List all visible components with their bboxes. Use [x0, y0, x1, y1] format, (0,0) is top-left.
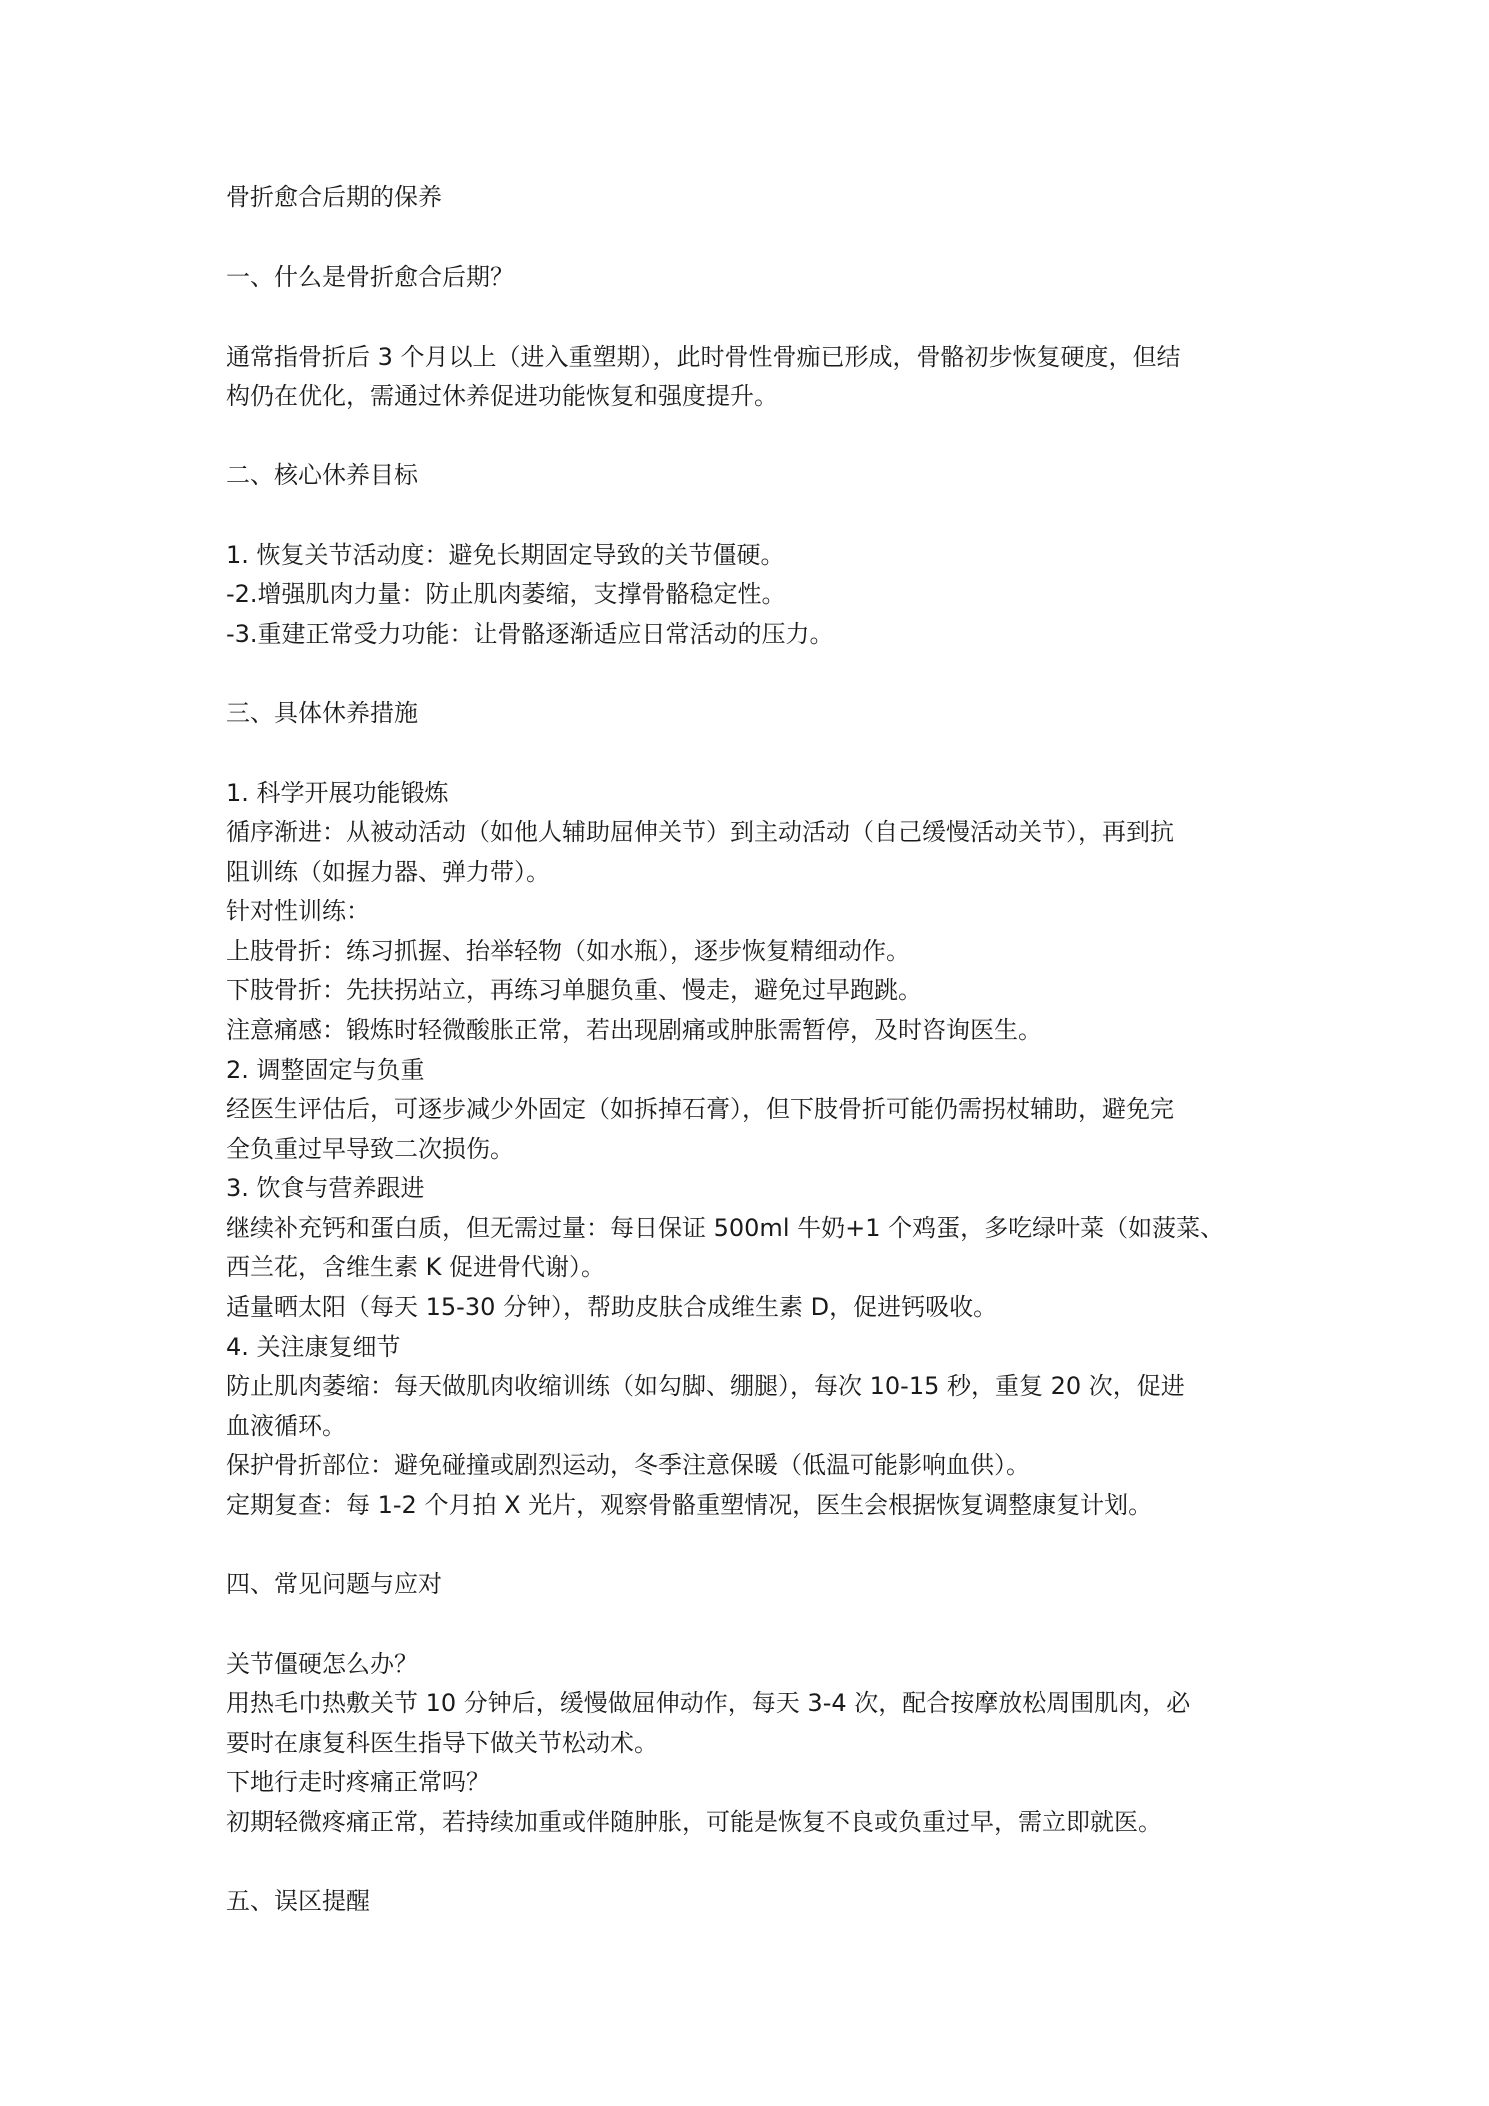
paragraph-line: 西兰花，含维生素 K 促进骨代谢）。: [226, 1253, 605, 1281]
subheading: 3. 饮食与营养跟进: [226, 1174, 425, 1202]
document-title: 骨折愈合后期的保养: [226, 183, 442, 211]
section-heading-1: 一、什么是骨折愈合后期？: [226, 263, 514, 291]
paragraph-line: 血液循环。: [226, 1412, 346, 1440]
section-heading-3: 三、具体休养措施: [226, 699, 418, 727]
paragraph-line: 继续补充钙和蛋白质，但无需过量：每日保证 500ml 牛奶+1 个鸡蛋，多吃绿叶菜（如菠菜、: [226, 1214, 1225, 1242]
paragraph-line: 保护骨折部位：避免碰撞或剧烈运动，冬季注意保暖（低温可能影响血供）。: [226, 1451, 1030, 1479]
list-item: 1. 恢复关节活动度：避免长期固定导致的关节僵硬。: [226, 541, 785, 569]
paragraph-line: 要时在康复科医生指导下做关节松动术。: [226, 1729, 658, 1757]
paragraph-line: 注意痛感：锻炼时轻微酸胀正常，若出现剧痛或肿胀需暂停，及时咨询医生。: [226, 1016, 1042, 1044]
question-line: 下地行走时疼痛正常吗？: [226, 1768, 490, 1796]
section-heading-2: 二、核心休养目标: [226, 461, 418, 489]
section-heading-4: 四、常见问题与应对: [226, 1570, 442, 1598]
paragraph-line: 阻训练（如握力器、弹力带）。: [226, 858, 550, 886]
paragraph-line: 循序渐进：从被动活动（如他人辅助屈伸关节）到主动活动（自己缓慢活动关节），再到抗: [226, 818, 1174, 846]
section-heading-5: 五、误区提醒: [226, 1887, 370, 1915]
subheading: 1. 科学开展功能锻炼: [226, 779, 449, 807]
question-line: 关节僵硬怎么办？: [226, 1650, 418, 1678]
paragraph-line: 适量晒太阳（每天 15-30 分钟），帮助皮肤合成维生素 D，促进钙吸收。: [226, 1293, 998, 1321]
paragraph-line: 通常指骨折后 3 个月以上（进入重塑期），此时骨性骨痂已形成，骨骼初步恢复硬度，但结: [226, 343, 1181, 371]
paragraph-line: 全负重过早导致二次损伤。: [226, 1135, 514, 1163]
list-item: -2.增强肌肉力量：防止肌肉萎缩，支撑骨骼稳定性。: [226, 580, 786, 608]
document-body: [226, 0, 1286, 1915]
list-item: -3.重建正常受力功能：让骨骼逐渐适应日常活动的压力。: [226, 620, 834, 648]
paragraph-line: 上肢骨折：练习抓握、抬举轻物（如水瓶），逐步恢复精细动作。: [226, 937, 910, 965]
paragraph-line: 下肢骨折：先扶拐站立，再练习单腿负重、慢走，避免过早跑跳。: [226, 976, 922, 1004]
paragraph-line: 针对性训练：: [226, 897, 370, 925]
paragraph-line: 定期复查：每 1-2 个月拍 X 光片，观察骨骼重塑情况，医生会根据恢复调整康复计划。: [226, 1491, 1153, 1519]
paragraph-line: 防止肌肉萎缩：每天做肌肉收缩训练（如勾脚、绷腿），每次 10-15 秒，重复 20 次，促进: [226, 1372, 1185, 1400]
paragraph-line: 用热毛巾热敷关节 10 分钟后，缓慢做屈伸动作，每天 3-4 次，配合按摩放松周围肌肉，必: [226, 1689, 1191, 1717]
paragraph-line: 初期轻微疼痛正常，若持续加重或伴随肿胀，可能是恢复不良或负重过早，需立即就医。: [226, 1808, 1162, 1836]
subheading: 4. 关注康复细节: [226, 1333, 401, 1361]
paragraph-line: 经医生评估后，可逐步减少外固定（如拆掉石膏），但下肢骨折可能仍需拐杖辅助，避免完: [226, 1095, 1174, 1123]
subheading: 2. 调整固定与负重: [226, 1056, 425, 1084]
paragraph-line: 构仍在优化，需通过休养促进功能恢复和强度提升。: [226, 382, 778, 410]
